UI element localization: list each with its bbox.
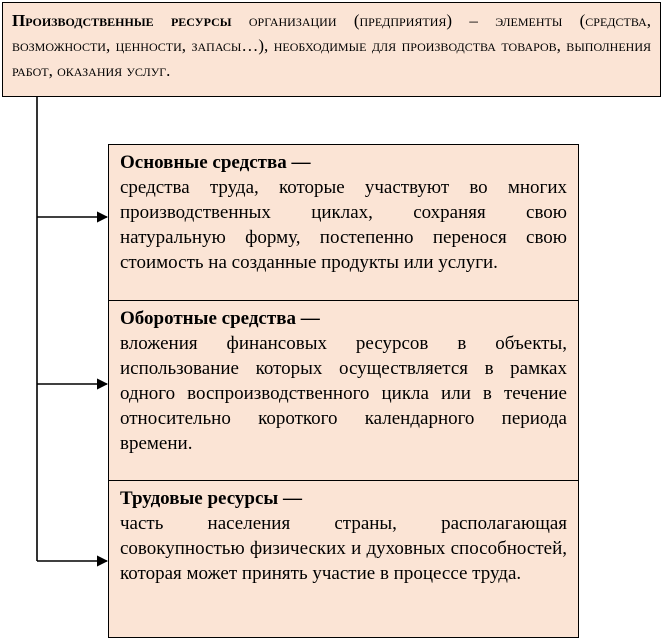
basic-assets-box	[108, 144, 579, 301]
labor-resources-box	[108, 480, 579, 638]
working-capital-term: Оборотные средства —	[120, 308, 320, 329]
working-capital-definition: вложения финансовых ресурсов в объекты, использование которых осуществляется в рамках одного воспроизводственного цикла или в течение относительно короткого календарного периода времени.	[120, 333, 567, 454]
labor-resources-definition: часть населения страны, располагающая совокупностью физических и духовных способностей, которая может принять участие в процессе труда.	[120, 513, 567, 584]
working-capital-box	[108, 300, 579, 481]
production-resources-term: Производственные ресурсы	[12, 11, 232, 30]
basic-assets-term: Основные средства —	[120, 152, 311, 173]
labor-resources-term: Трудовые ресурсы —	[120, 488, 302, 509]
production-resources-definition: организации (предприятия) – элементы (средства, возможности, ценности, запасы…), необходимые для производства товаров, выполнения работ, оказания услуг.	[12, 11, 651, 80]
basic-assets-definition: средства труда, которые участвуют во многих производственных циклах, сохраняя свою натуральную форму, постепенно перенося свою стоимость на созданные продукты или услуги.	[120, 177, 567, 273]
production-resources-definition-box	[2, 2, 661, 97]
